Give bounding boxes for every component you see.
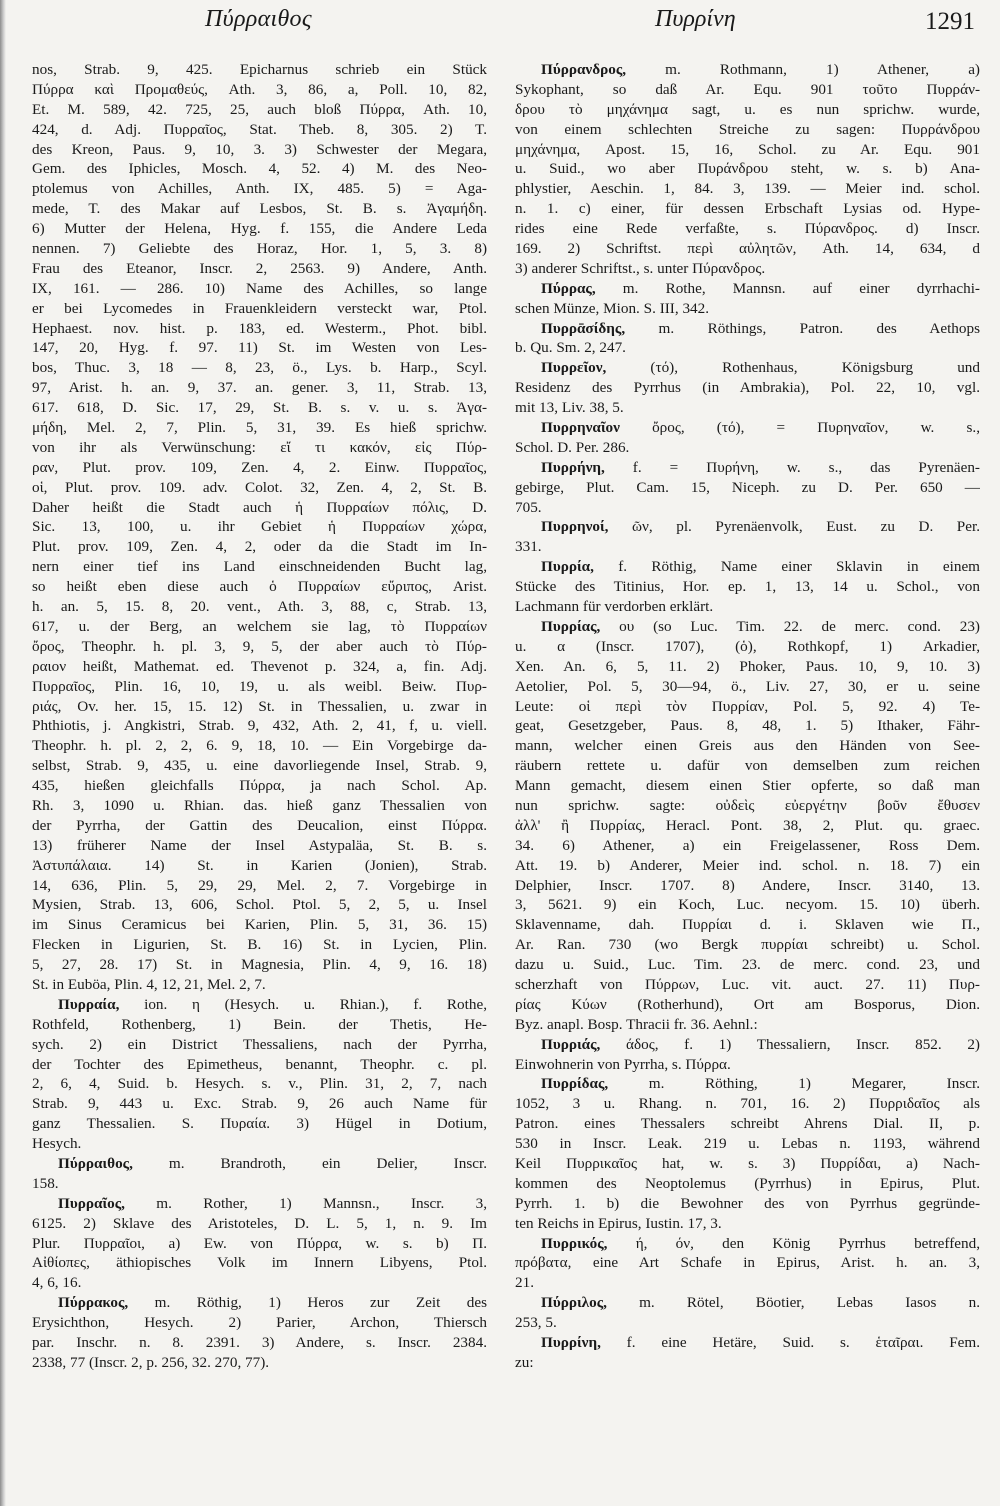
text-line <box>32 358 487 378</box>
text-line <box>515 438 980 458</box>
line-text: dazu u. Suid., Luc. Tim. 23. de merc. cond. 23, und <box>515 956 980 974</box>
text-line <box>515 537 980 557</box>
text-line <box>32 856 487 876</box>
text-line <box>515 498 980 518</box>
line-text: nern einer tief ins Land einschneidenden Bucht lag, <box>32 558 487 576</box>
text-line <box>515 716 980 736</box>
left-column <box>32 60 487 1373</box>
text-line <box>515 378 980 398</box>
line-text: selbst, Strab. 9, 435, u. eine davorliegende Insel, Strab. 9, <box>32 757 487 775</box>
text-line <box>32 378 487 398</box>
line-text: Delphier, Inscr. 1707. 8) Andere, Inscr. 3140, 13. <box>515 876 980 894</box>
text-line <box>32 1253 487 1273</box>
entry-first-line <box>515 319 980 339</box>
line-text: 424, d. Adj. Πυρραῖος, Stat. Theb. 8, 305. 2) T. <box>32 120 487 138</box>
line-text: par. Inschr. n. 8. 2391. 3) Andere, s. Inscr. 2384. <box>32 1334 487 1351</box>
line-text: Keil Πυρρικαῖος hat, w. s. 3) Πυρρίδαι, a) Nach- <box>515 1154 980 1172</box>
entry-first-line <box>32 995 487 1015</box>
line-text: des Kreon, Paus. 9, 10, 3. 3) Schwester der Megara, <box>32 140 487 158</box>
line-text: IX, 161. — 286. 10) Name des Achilles, so lange <box>32 279 487 297</box>
line-text: Flecken in Ligurien, St. B. 16) St. in Lycien, Plin. <box>32 936 487 954</box>
text-line <box>515 876 980 896</box>
entry-first-line <box>515 60 980 80</box>
page-header <box>0 0 1000 44</box>
text-line <box>32 299 487 319</box>
line-text: von einem schlechten Streiche zu sagen: Πυρράνδρου <box>515 120 980 138</box>
text-line <box>515 478 980 498</box>
text-line <box>515 159 980 179</box>
entry-headword: Πυρρᾱσίδης, <box>541 319 626 337</box>
entry-headword: Πύρρανδρος, <box>541 61 627 78</box>
text-line <box>32 438 487 458</box>
line-text: Rh. 3, 1090 u. Rhian. das. hieß ganz Thessalien von <box>32 796 487 814</box>
line-text: Frau des Eteanor, Inscr. 2, 2563. 9) Andere, Anth. <box>32 259 487 277</box>
line-text: Et. M. 589, 42. 725, 25, auch bloß Πύρρα, Ath. 10, <box>32 100 487 118</box>
line-text: 4, 6, 16. <box>32 1274 82 1292</box>
line-text: Gem. des Iphicles, Mosch. 4, 52. 4) M. des Neo- <box>32 160 487 178</box>
entry-first-line <box>32 1154 487 1174</box>
text-line <box>32 80 487 100</box>
line-text: m. Rothmann, 1) Athener, a) <box>626 61 980 78</box>
line-text: 169. 2) Schriftst. περὶ αὐλητῶν, Ath. 14, 634, d <box>515 240 980 258</box>
line-text: u. Suid., wo aber Πυράνδρου steht, w. s. b) Ana- <box>515 160 980 178</box>
text-line <box>32 458 487 478</box>
line-text: 2, 6, 4, Suid. b. Hesych. s. v., Plin. 31, 2, 7, nach <box>32 1075 487 1093</box>
line-text: (τό), Rothenhaus, Königsburg und <box>606 359 980 377</box>
line-text: ion. η (Hesych. u. Rhian.), f. Rothe, <box>119 995 487 1013</box>
line-text: ptolemus von Achilles, Anth. IX, 485. 5) = Aga- <box>32 180 487 198</box>
entry-headword: Πυρρίδας, <box>541 1075 609 1093</box>
entry-headword: Πυρρικός, <box>541 1234 608 1252</box>
line-text: kommen des Neoptolemus (Pyrrhus) in Epirus, Plut. <box>515 1174 980 1192</box>
line-text: der Pyrrha, der Gattin des Deucalion, einst Πύρρα. <box>32 816 487 834</box>
text-line <box>32 597 487 617</box>
entry-headword: Πυρρεῖον, <box>541 359 607 377</box>
line-text: 3, 5621. 9) ein Koch, Luc. necyom. 15. 10) überh. <box>515 896 980 914</box>
entry-first-line <box>515 1234 980 1254</box>
line-text: scherzhaft von Πύρρων, Luc. vit. auct. 27. 11) Πυρ- <box>515 975 980 993</box>
text-line <box>32 1035 487 1055</box>
text-line <box>32 199 487 219</box>
text-line <box>32 637 487 657</box>
line-text: 617. 618, D. Sic. 17, 29, St. B. s. v. u. s. Ἀγα- <box>32 399 487 417</box>
entry-first-line <box>515 458 980 478</box>
line-text: St. in Euböa, Plin. 4, 12, 21, Mel. 2, 7. <box>32 975 266 993</box>
line-text: ῶν, pl. Pyrenäenvolk, Eust. zu D. Per. <box>608 518 980 536</box>
line-text: Theophr. h. pl. 2, 2, 6. 9, 18, 10. — Ein Vorgebirge da- <box>32 737 487 755</box>
line-text: Mysien, Strab. 13, 606, Schol. Ptol. 5, 2, 5, u. Insel <box>32 896 487 914</box>
text-line <box>32 60 487 80</box>
line-text: Lachmann für verdorben erklärt. <box>515 598 714 616</box>
line-text: Ar. Ran. 730 (wo Bergk πυρρίαι schreibt) u. Schol. <box>515 936 980 954</box>
entry-first-line <box>515 279 980 299</box>
text-line <box>32 100 487 120</box>
line-text: mann, welcher einen Greis aus den Händen von See- <box>515 737 980 755</box>
line-text: ten Reichs in Epirus, Iustin. 17, 3. <box>515 1214 722 1232</box>
line-text: schen Münze, Mion. S. III, 342. <box>515 299 710 317</box>
line-text: Sic. 13, 100, u. ihr Gebiet ἡ Πυρραίων χώρα, <box>32 518 487 536</box>
text-line <box>32 796 487 816</box>
text-line <box>515 239 980 259</box>
line-text: Rothfeld, Rothenberg, 1) Bein. der Thetis, He- <box>32 1015 487 1033</box>
line-text: ου (so Luc. Tim. 22. de merc. cond. 23) <box>600 617 980 635</box>
line-text: 1052, 3 u. Rhang. n. 701, 16. 2) Πυρριδαῖος als <box>515 1095 980 1113</box>
text-line <box>32 935 487 955</box>
text-line <box>515 1353 980 1373</box>
line-text: 530 in Inscr. Leak. 219 u. Lebas n. 1193, während <box>515 1135 980 1153</box>
text-line <box>32 677 487 697</box>
line-text: 147, 20, Hyg. f. 97. 11) St. im Westen von Les- <box>32 339 487 357</box>
text-line <box>515 657 980 677</box>
header-last-entry: Πυρρίνη <box>655 6 736 32</box>
line-text: Sykophant, so daß Ar. Equ. 901 τοῦτο Πυρράν- <box>515 80 980 98</box>
line-text: 435, hießen gleichfalls Πύρρα, ja nach Schol. Ap. <box>32 777 487 795</box>
text-line <box>515 1194 980 1214</box>
entry-first-line <box>515 358 980 378</box>
line-text: Att. 19. b) Anderer, Meier ind. schol. n. 18. 7) ein <box>515 856 980 874</box>
text-line <box>515 199 980 219</box>
line-text: zu: <box>515 1353 534 1371</box>
text-line <box>32 1174 487 1194</box>
line-text: b. Qu. Sm. 2, 247. <box>515 339 626 357</box>
line-text: δρου τὸ μηχάνημα sagt, u. es nun sprichw. wurde, <box>515 100 980 118</box>
entry-first-line <box>32 1293 487 1313</box>
text-line <box>515 299 980 319</box>
line-text: Stücke des Titinius, Hor. ep. 1, 13, 14 u. Schol., von <box>515 578 980 596</box>
page-binding-edge <box>0 0 6 1506</box>
line-text: so heißt eben diese auch ὁ Πυρραίων εὔριπος, Arist. <box>32 578 487 596</box>
header-first-entry: Πύρραιθος <box>205 6 312 32</box>
text-line <box>515 100 980 120</box>
line-text: m. Röthig, 1) Heros zur Zeit des <box>128 1294 487 1312</box>
line-text: Hesych. <box>32 1135 82 1153</box>
text-line <box>32 955 487 975</box>
line-text: άδος, f. 1) Thessaliern, Inscr. 852. 2) <box>600 1035 980 1053</box>
text-line <box>32 219 487 239</box>
line-text: nennen. 7) Geliebte des Horaz, Hor. 1, 5, 3. 8) <box>32 240 487 258</box>
text-line <box>32 1134 487 1154</box>
entry-first-line <box>515 617 980 637</box>
text-line <box>32 836 487 856</box>
entry-first-line <box>515 1333 980 1353</box>
text-line <box>515 776 980 796</box>
text-line <box>32 1234 487 1254</box>
line-text: Byz. anapl. Bosp. Thracii fr. 36. Aehnl.: <box>515 1015 758 1033</box>
entry-first-line <box>515 1035 980 1055</box>
line-text: ganz Thessalien. S. Πυραία. 3) Hügel in Dotium, <box>32 1115 487 1133</box>
entry-first-line <box>515 517 980 537</box>
entry-headword: Πυρρίνη, <box>541 1334 601 1351</box>
line-text: 158. <box>32 1174 59 1192</box>
entry-first-line <box>515 557 980 577</box>
line-text: 34. 6) Athener, a) ein Freigelassener, Ross Dem. <box>515 836 980 854</box>
line-text: ὄρος, (τό), = Πυρηναῖον, w. s., <box>619 419 980 437</box>
text-line <box>32 975 487 995</box>
text-line <box>515 219 980 239</box>
line-text: Hephaest. nov. hist. p. 183, ed. Westerm., Phot. bibl. <box>32 319 487 337</box>
text-line <box>32 179 487 199</box>
line-text: f. Röthig, Name einer Sklavin in einem <box>593 558 980 576</box>
text-line <box>32 120 487 140</box>
text-line <box>32 398 487 418</box>
line-text: er bei Lycomedes in Frauenkleidern versteckt war, Ptol. <box>32 299 487 317</box>
line-text: μηχάνημα, Apost. 15, 16, Schol. zu Ar. Equ. 901 <box>515 140 980 158</box>
text-line <box>515 1313 980 1333</box>
line-text: u. α (Inscr. 1707), (ὁ), Rothkopf, 1) Arkadier, <box>515 637 980 655</box>
line-text: m. Rothe, Mannsn. auf einer dyrrhachi- <box>595 279 980 297</box>
line-text: Strab. 9, 443 u. Exc. Strab. 9, 26 auch Name für <box>32 1095 487 1113</box>
text-line <box>32 1114 487 1134</box>
entry-headword: Πύρριλος, <box>541 1294 607 1312</box>
text-line <box>515 1114 980 1134</box>
text-line <box>32 1214 487 1234</box>
line-text: Leute: οἱ περὶ τὸν Πυρρίαν, Pol. 5, 92. 4) Te- <box>515 697 980 715</box>
text-line <box>515 856 980 876</box>
text-line <box>515 120 980 140</box>
text-line <box>515 796 980 816</box>
page-number: 1291 <box>925 8 975 35</box>
line-text: Ἀστυπάλαια. 14) St. in Karien (Jonien), Strab. <box>32 856 487 874</box>
line-text: 6) Mutter der Helena, Hyg. f. 155, die Andere Leda <box>32 220 487 238</box>
text-line <box>32 517 487 537</box>
entry-headword: Πυρραῖος, <box>58 1194 125 1212</box>
text-line <box>32 279 487 299</box>
text-line <box>32 1074 487 1094</box>
line-text: 331. <box>515 538 542 556</box>
right-column <box>515 60 980 1373</box>
line-text: ἀλλ' ἢ Πυρρίας, Heracl. Pont. 38, 2, Plut. qu. graec. <box>515 816 980 834</box>
line-text: 13) früherer Name der Insel Astypaläa, St. B. s. <box>32 836 487 854</box>
entry-headword: Πύρραιθος, <box>58 1154 133 1172</box>
line-text: von ihr als Verwünschung: εἴ τι κακόν, εἰς Πύρ- <box>32 438 487 456</box>
line-text: der Tochter des Epimetheus, benannt, Theophr. c. pl. <box>32 1055 487 1073</box>
line-text: räubern rettete u. dafür von demselben zum reichen <box>515 757 980 775</box>
text-line <box>515 1134 980 1154</box>
text-line <box>515 179 980 199</box>
entry-headword: Πυρρήνη, <box>541 458 605 476</box>
line-text: rides eine Rede verfaßte, s. Πύρανδρος. d) Inscr. <box>515 220 980 238</box>
text-line <box>32 478 487 498</box>
text-line <box>32 1333 487 1353</box>
line-text: 6125. 2) Sklave des Aristoteles, D. L. 5, 1, n. 9. Im <box>32 1214 487 1232</box>
text-line <box>32 876 487 896</box>
line-text: Residenz des Pyrrhus (in Ambrakia), Pol. 22, 10, vgl. <box>515 379 980 397</box>
text-line <box>32 338 487 358</box>
entry-first-line <box>32 1194 487 1214</box>
entry-headword: Πυρρηνοί, <box>541 518 609 536</box>
text-line <box>515 975 980 995</box>
entry-headword: Πύρρακος, <box>58 1294 129 1312</box>
line-text: 3) anderer Schriftst., s. unter Πύρανδρος. <box>515 259 766 277</box>
line-text: m. Rother, 1) Mannsn., Inscr. 3, <box>124 1194 487 1212</box>
entry-headword: Πυρραία, <box>58 995 120 1013</box>
line-text: m. Röthing, 1) Megarer, Inscr. <box>608 1075 980 1093</box>
text-line <box>515 1154 980 1174</box>
line-text: 97, Arist. h. an. 9, 37. an. gener. 3, 11, Strab. 13, <box>32 379 487 397</box>
text-line <box>515 677 980 697</box>
line-text: mede, T. des Makar auf Lesbos, St. B. s. Ἀγαμήδη. <box>32 200 487 218</box>
text-line <box>515 1273 980 1293</box>
line-text: Sklavenname, dah. Πυρρίαι d. i. Sklaven wie Π., <box>515 916 980 934</box>
entry-first-line <box>515 1074 980 1094</box>
line-text: Πυρραῖος, Plin. 16, 10, 19, u. als weibl. Beiw. Πυρ- <box>32 677 487 695</box>
entry-headword: Πυρρία, <box>541 558 594 576</box>
text-line <box>515 259 980 279</box>
text-line <box>515 597 980 617</box>
line-text: f. eine Hetäre, Suid. s. ἑταῖραι. Fem. <box>600 1334 980 1351</box>
entry-first-line <box>515 418 980 438</box>
text-line <box>32 617 487 637</box>
line-text: 253, 5. <box>515 1314 557 1332</box>
line-text: ραν, Plut. prov. 109, Zen. 4, 2. Einw. Πυρραῖος, <box>32 458 487 476</box>
line-text: m. Rötel, Böotier, Lebas Iasos n. <box>606 1294 980 1312</box>
line-text: πρόβατα, eine Art Schafe in Epirus, Arist. h. an. 3, <box>515 1254 980 1272</box>
text-line <box>32 418 487 438</box>
text-line <box>32 1015 487 1035</box>
text-line <box>515 756 980 776</box>
line-text: Pyrrh. 1. b) die Bewohner des von Pyrrhus gegründe- <box>515 1194 980 1212</box>
text-line <box>515 1094 980 1114</box>
text-line <box>32 140 487 160</box>
text-line <box>515 80 980 100</box>
text-line <box>32 895 487 915</box>
line-text: Mann gemacht, diesem einen Stier opferte, so daß man <box>515 777 980 795</box>
text-line <box>515 995 980 1015</box>
line-text: Einwohnerin von Pyrrha, s. Πύρρα. <box>515 1055 731 1073</box>
line-text: Πύρρα καὶ Προμαθεύς, Ath. 3, 86, a, Poll. 10, 82, <box>32 80 487 98</box>
text-line <box>32 1273 487 1293</box>
text-line <box>32 1353 487 1373</box>
line-text: mit 13, Liv. 38, 5. <box>515 399 624 417</box>
line-text: Plur. Πυρραῖοι, a) Ew. von Πύρρα, w. s. b) Π. <box>32 1234 487 1252</box>
text-line <box>32 657 487 677</box>
line-text: 21. <box>515 1274 534 1292</box>
text-line <box>515 1055 980 1075</box>
text-line <box>515 637 980 657</box>
line-text: μήδη, Mel. 2, 7, Plin. 5, 31, 39. Es hieß sprichw. <box>32 419 487 437</box>
line-text: Erysichthon, Hesych. 2) Parier, Archon, Thiersch <box>32 1314 487 1332</box>
text-line <box>515 1214 980 1234</box>
line-text: f. = Πυρήνη, w. s., das Pyrenäen- <box>604 458 980 476</box>
text-line <box>32 239 487 259</box>
line-text: 617, u. der Berg, an welchem sie lag, τὸ Πυρραίων <box>32 617 487 635</box>
text-line <box>515 1174 980 1194</box>
text-line <box>32 697 487 717</box>
entry-headword: Πυρρίας, <box>541 617 601 635</box>
line-text: ή, όν, den König Pyrrhus betreffend, <box>607 1234 980 1252</box>
line-text: 14, 636, Plin. 5, 29, 29, Mel. 2, 7. Vorgebirge in <box>32 876 487 894</box>
line-text: Aetolier, Pol. 5, 30—94, ö., Liv. 27, 30, er u. seine <box>515 677 980 695</box>
entry-headword: Πυρρηναῖον <box>541 419 620 437</box>
line-text: Schol. D. Per. 286. <box>515 438 630 456</box>
text-line <box>32 1313 487 1333</box>
line-text: οἱ, Plut. prov. 109. adv. Colot. 32, Zen. 4, 2, St. B. <box>32 478 487 496</box>
text-line <box>32 319 487 339</box>
text-line <box>32 736 487 756</box>
line-text: bos, Thuc. 3, 18 — 8, 23, ö., Lys. b. Harp., Scyl. <box>32 359 487 377</box>
line-text: m. Brandroth, ein Delier, Inscr. <box>132 1154 487 1172</box>
text-line <box>515 140 980 160</box>
text-line <box>515 915 980 935</box>
text-line <box>515 398 980 418</box>
line-text: 5, 27, 28. 17) St. in Magnesia, Plin. 4, 9, 16. 18) <box>32 956 487 974</box>
text-line <box>515 816 980 836</box>
text-line <box>32 776 487 796</box>
text-line <box>32 537 487 557</box>
text-line <box>32 1094 487 1114</box>
line-text: Αἰθίοπες, äthiopisches Volk im Innern Libyens, Ptol. <box>32 1254 487 1272</box>
line-text: phlystier, Aeschin. 1, 84. 3, 139. — Meier ind. schol. <box>515 180 980 198</box>
line-text: ὄρος, Theophr. h. pl. 3, 9, 5, der aber auch τὸ Πύρ- <box>32 637 487 655</box>
entry-headword: Πύρρας, <box>541 279 596 297</box>
text-line <box>32 498 487 518</box>
text-line <box>515 836 980 856</box>
line-text: n. 1. c) einer, für dessen Erbschaft Lysias od. Hype- <box>515 200 980 218</box>
line-text: sych. 2) ein District Thessaliens, nach der Pyrrha, <box>32 1035 487 1053</box>
line-text: nun sprichw. sagte: οὐδεὶς εὐεργέτην βοῦν ἔθυσεν <box>515 796 980 814</box>
text-line <box>32 1055 487 1075</box>
entry-first-line <box>515 1293 980 1313</box>
text-line <box>32 756 487 776</box>
text-line <box>32 915 487 935</box>
text-line <box>32 259 487 279</box>
line-text: im Sinus Ceramicus bei Karien, Plin. 5, 31, 36. 15) <box>32 916 487 934</box>
text-line <box>515 577 980 597</box>
text-line <box>515 697 980 717</box>
text-line <box>515 1015 980 1035</box>
text-line <box>32 159 487 179</box>
line-text: geat, Gesetzgeber, Paus. 8, 48, 1. 5) Ithaker, Fähr- <box>515 717 980 735</box>
line-text: gebirge, Plut. Cam. 15, Niceph. zu D. Per. 650 — <box>515 478 980 496</box>
line-text: ραιον heißt, Mathemat. ed. Thevenot p. 324, a, fin. Adj. <box>32 657 487 675</box>
line-text: nos, Strab. 9, 425. Epicharnus schrieb ein Stück <box>32 61 487 78</box>
text-line <box>32 577 487 597</box>
line-text: 2338, 77 (Inscr. 2, p. 256, 32. 270, 77). <box>32 1353 270 1371</box>
line-text: 705. <box>515 498 542 516</box>
text-line <box>515 338 980 358</box>
line-text: Patron. eines Thessalers schreibt Ahrens Dial. II, p. <box>515 1115 980 1133</box>
text-line <box>515 935 980 955</box>
text-line <box>32 557 487 577</box>
text-line <box>515 736 980 756</box>
line-text: Phthiotis, j. Angkistri, Strab. 9, 432, Ath. 2, 41, f, u. viell. <box>32 717 487 735</box>
text-line <box>515 955 980 975</box>
line-text: m. Röthings, Patron. des Aethops <box>625 319 980 337</box>
line-text: ρίας Κύων (Rotherhund), Ort am Bosporus, Dion. <box>515 995 980 1013</box>
text-line <box>32 816 487 836</box>
line-text: ριάς, Ov. her. 15, 15. 12) St. in Thessalien, u. zwar in <box>32 697 487 715</box>
line-text: Plut. prov. 109, Zen. 4, 2, oder da die Stadt im In- <box>32 538 487 556</box>
text-line <box>515 895 980 915</box>
line-text: Xen. An. 6, 5, 11. 2) Phoker, Paus. 10, 9, 10. 3) <box>515 657 980 675</box>
text-line <box>515 1253 980 1273</box>
text-line <box>32 716 487 736</box>
entry-headword: Πυρριάς, <box>541 1035 601 1053</box>
line-text: Daher heißt die Stadt auch ἡ Πυρραίων πόλις, D. <box>32 498 487 516</box>
line-text: h. an. 5, 15. 8, 20. vent., Ath. 3, 88, c, Strab. 13, <box>32 598 487 616</box>
